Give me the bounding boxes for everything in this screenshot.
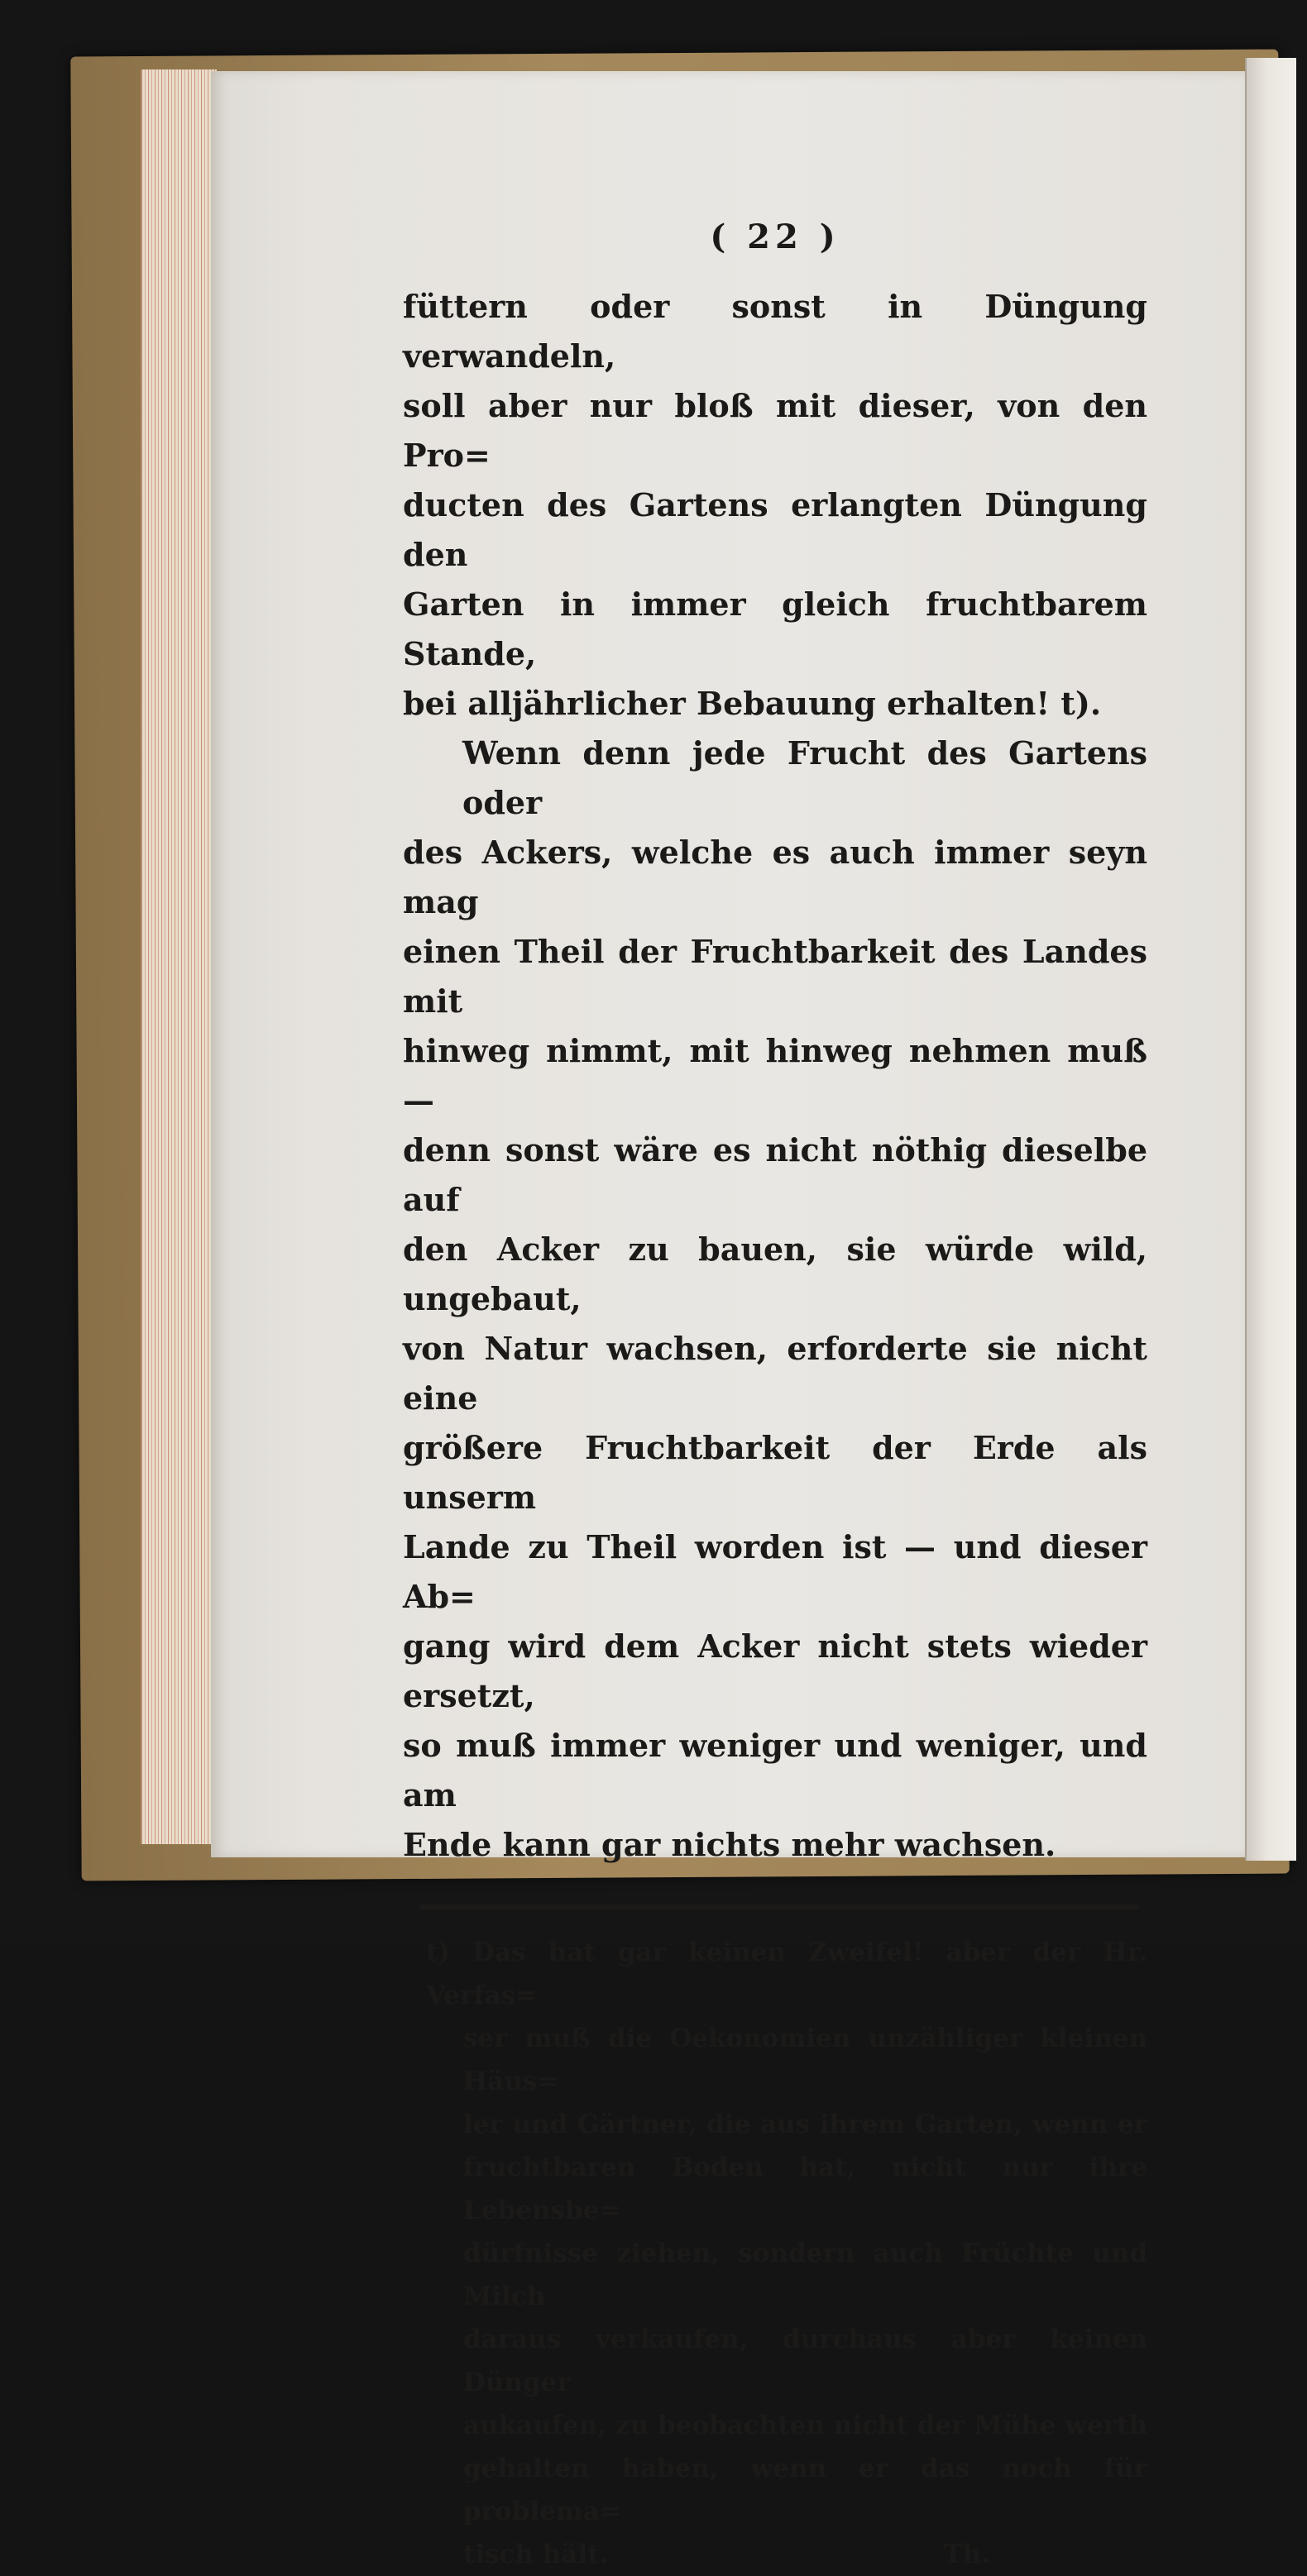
footnote-closing-line [426, 2533, 1147, 2576]
text-line: bei alljährlicher Bebauung erhalten! t). [403, 685, 1102, 722]
text-line: ducten des Gartens erlangten Düngung den [403, 486, 1147, 573]
footnote-line: t) Das hat gar keinen Zweifel! aber der Hr. Verfas= [426, 1938, 1147, 2010]
text-line: des Ackers, welche es auch immer seyn mag [403, 834, 1147, 920]
footnote-signature: Th. [943, 2540, 990, 2569]
text-line: Ende kann gar nichts mehr wachsen. [403, 1826, 1056, 1863]
footnote-line: tisch hält. [463, 2540, 609, 2569]
footnote-line: gehalten haben, wenn er das noch für problema= [463, 2454, 1147, 2526]
footnote-line: dürfnisse ziehen, sondern auch Früchte und Milch [463, 2239, 1147, 2311]
text-line: denn sonst wäre es nicht nöthig dieselbe auf [403, 1131, 1147, 1218]
text-line: soll aber nur bloß mit dieser, von den Pro= [403, 387, 1147, 474]
footnote-divider [419, 1905, 1139, 1909]
text-line: den Acker zu bauen, sie würde wild, ungebaut, [403, 1231, 1147, 1317]
text-line: hinweg nimmt, mit hinweg nehmen muß — [403, 1032, 1147, 1119]
footnote-line: daraus verkaufen, durchaus aber keinen Dünger [463, 2325, 1147, 2397]
text-line: füttern oder sonst in Düngung verwandeln, [403, 288, 1147, 375]
main-text [403, 282, 1147, 1870]
text-line: von Natur wachsen, erforderte sie nicht eine [403, 1330, 1147, 1417]
page-content [403, 211, 1147, 2576]
text-line: gang wird dem Acker nicht stets wieder ersetzt, [403, 1627, 1147, 1714]
text-line: größere Fruchtbarkeit der Erde als unserm [403, 1429, 1147, 1516]
footnote-line: ler und Gärtner, die aus ihrem Garten, wenn er [463, 2110, 1147, 2139]
text-line: so muß immer weniger und weniger, und am [403, 1727, 1147, 1814]
facing-page-edge [1245, 58, 1296, 1861]
footnote-line: fruchtbaren Boden hat, nicht nur ihre Lebensbe= [463, 2153, 1147, 2225]
page-edges [141, 69, 217, 1844]
text-line: Garten in immer gleich fruchtbarem Stande, [403, 585, 1147, 672]
footnote-line: aukaufen, zu beobachten nicht der Mühe werth [463, 2411, 1147, 2440]
footnote-line: ser muß die Oekonomien unzähliger kleinen Häus= [463, 2024, 1147, 2096]
text-line: einen Theil der Fruchtbarkeit des Landes mit [403, 933, 1147, 1020]
text-line: Lande zu Theil worden ist — und dieser Ab= [403, 1528, 1147, 1615]
page-number: ( 22 ) [710, 217, 840, 256]
text-line: Wenn denn jede Frucht des Gartens oder [462, 734, 1147, 821]
footnote [403, 1931, 1147, 2576]
